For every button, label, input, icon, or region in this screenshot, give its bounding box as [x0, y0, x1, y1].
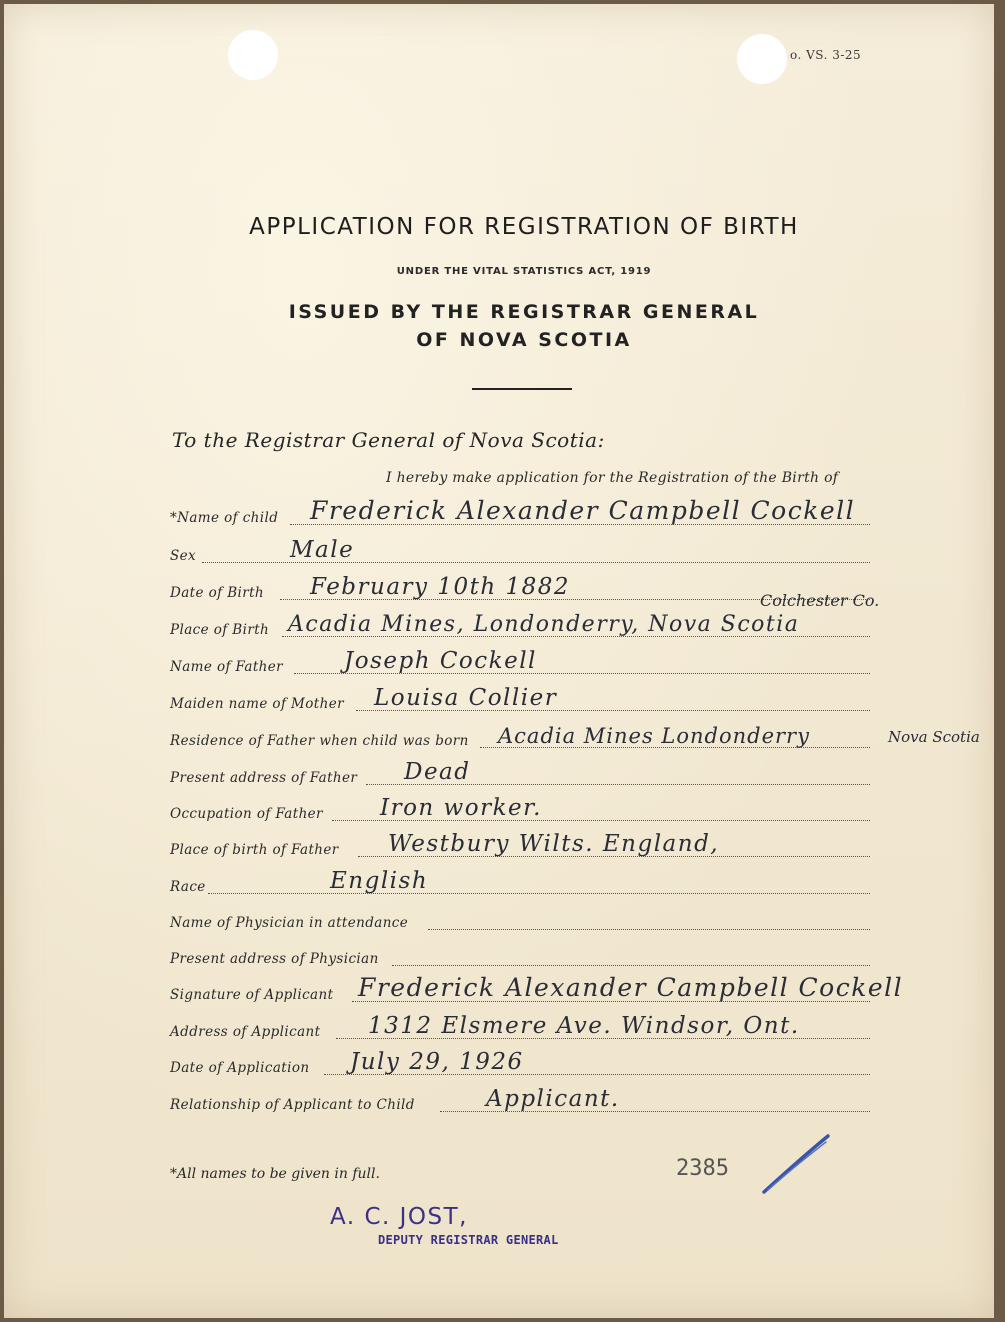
stamp-title: DEPUTY REGISTRAR GENERAL: [378, 1233, 559, 1247]
field-label: Date of Birth: [170, 585, 265, 601]
field-sex: [170, 537, 870, 567]
field-value: Iron worker.: [380, 795, 542, 821]
punch-hole: [228, 30, 278, 80]
field-line: [208, 893, 870, 894]
field-race: [170, 868, 870, 898]
field-label: Signature of Applicant: [170, 987, 334, 1003]
field-residence-of-father: [170, 722, 870, 752]
field-maiden-name-of-mother: [170, 685, 870, 715]
form-code: o. VS. 3-25: [790, 48, 862, 62]
field-label: Present address of Father: [170, 770, 358, 786]
field-address-of-applicant: [170, 1013, 870, 1043]
field-label: Address of Applicant: [170, 1024, 321, 1040]
field-name-of-child: [170, 496, 870, 529]
footnote: *All names to be given in full.: [170, 1166, 380, 1182]
field-value: Joseph Cockell: [344, 648, 537, 674]
field-label: Sex: [170, 548, 197, 564]
document-subtitle: UNDER THE VITAL STATISTICS ACT, 1919: [396, 266, 652, 277]
field-label: Relationship of Applicant to Child: [170, 1097, 415, 1113]
stamp-number: 2385: [676, 1156, 729, 1181]
field-label: Present address of Physician: [170, 951, 379, 967]
field-value: 1312 Elsmere Ave. Windsor, Ont.: [368, 1013, 800, 1039]
document-page: [4, 4, 994, 1318]
intro-text: I hereby make application for the Registration of the Birth of: [386, 470, 839, 486]
field-name-of-father: [170, 648, 870, 678]
field-line: [392, 965, 870, 966]
punch-hole: [737, 34, 787, 84]
field-value: February 10th 1882: [310, 574, 571, 600]
field-label: *Name of child: [170, 510, 279, 526]
field-label: Date of Application: [170, 1060, 310, 1076]
field-label: Place of Birth: [170, 622, 270, 638]
field-value: Westbury Wilts. England,: [388, 831, 720, 857]
margin-note-county: Colchester Co.: [760, 591, 880, 610]
divider: [472, 388, 572, 390]
field-value: Dead: [404, 759, 471, 785]
field-value: Male: [290, 537, 355, 563]
field-label: Place of birth of Father: [170, 842, 339, 858]
field-label: Name of Physician in attendance: [170, 915, 409, 931]
field-label: Residence of Father when child was born: [170, 733, 469, 749]
field-signature-of-applicant: [170, 973, 904, 1006]
address-line: To the Registrar General of Nova Scotia:: [172, 428, 605, 452]
field-value: Applicant.: [486, 1086, 620, 1112]
field-present-address-of-physician: [170, 940, 870, 970]
document-title: APPLICATION FOR REGISTRATION OF BIRTH: [249, 214, 799, 240]
field-label: Name of Father: [170, 659, 284, 675]
margin-note-residence: Nova Scotia: [888, 728, 980, 746]
stamp-name: A. C. JOST,: [330, 1204, 468, 1230]
issued-line-2: OF NOVA SCOTIA: [416, 329, 632, 351]
field-value: Acadia Mines, Londonderry, Nova Scotia: [288, 612, 800, 637]
field-occupation-of-father: [170, 795, 870, 825]
field-value: Acadia Mines Londonderry: [498, 724, 810, 748]
field-line: [428, 929, 870, 930]
field-date-of-application: [170, 1049, 870, 1079]
field-place-of-birth: [170, 611, 870, 641]
field-label: Race: [170, 879, 206, 895]
field-label: Maiden name of Mother: [170, 696, 344, 712]
issued-line-1: ISSUED BY THE REGISTRAR GENERAL: [288, 301, 760, 323]
field-name-of-physician: [170, 904, 870, 934]
field-place-of-birth-of-father: [170, 831, 870, 861]
field-present-address-of-father: [170, 759, 870, 789]
field-label: Occupation of Father: [170, 806, 323, 822]
field-value: Frederick Alexander Campbell Cockell: [358, 973, 904, 1002]
field-value: July 29, 1926: [350, 1049, 524, 1075]
field-value: English: [330, 868, 429, 894]
field-relationship: [170, 1086, 870, 1116]
field-value: Frederick Alexander Campbell Cockell: [310, 496, 856, 525]
field-value: Louisa Collier: [374, 685, 558, 711]
issued-by: [4, 298, 1005, 354]
blue-pencil-mark: [756, 1132, 836, 1198]
